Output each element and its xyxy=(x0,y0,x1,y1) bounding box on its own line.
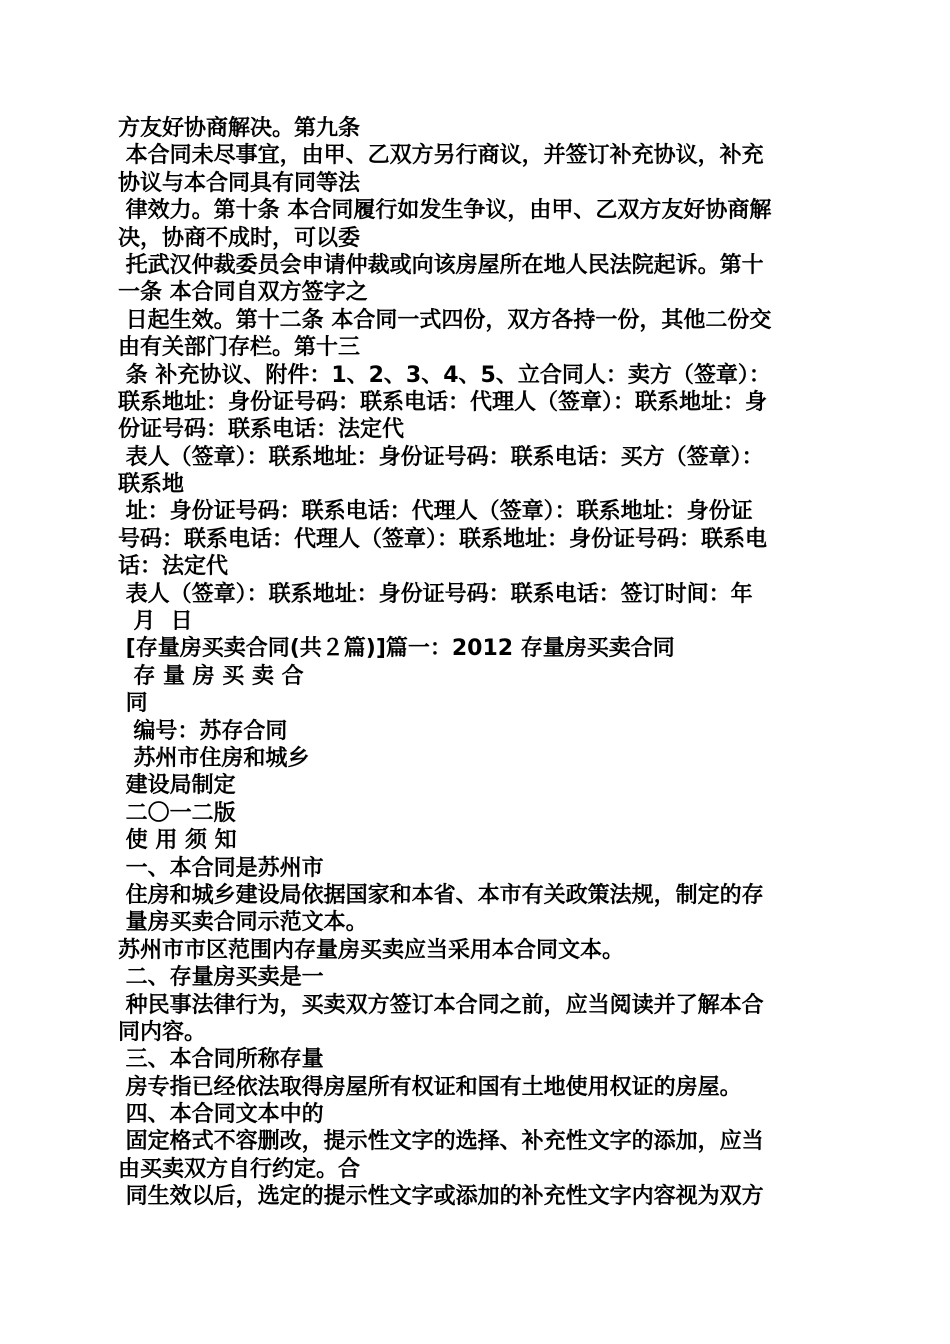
text-line: 四、本合同文本中的 xyxy=(118,1102,324,1128)
text-line: 住房和城乡建设局依据国家和本省、本市有关政策法规，制定的存 xyxy=(118,882,764,908)
text-line: 条 补充协议、附件：1、2、3、4、5、立合同人：卖方（签章）： xyxy=(118,362,771,388)
issuer-line: 苏州市住房和城乡 xyxy=(118,745,310,771)
text-line: 月 日 xyxy=(118,609,193,635)
issuer-line: 建设局制定 xyxy=(118,773,236,799)
text-line: 本合同未尽事宜，由甲、乙双方另行商议，并签订补充协议，补充 xyxy=(118,143,764,169)
text-line: 由买卖双方自行约定。合 xyxy=(118,1156,361,1182)
text-line: 表人（签章）：联系地址：身份证号码：联系电话：买方（签章）： xyxy=(118,444,764,470)
text-line: 址：身份证号码：联系电话：代理人（签章）：联系地址：身份证 xyxy=(118,499,753,525)
text-line: 号码：联系电话：代理人（签章）：联系地址：身份证号码：联系电 xyxy=(118,526,768,552)
text-line: 同生效以后，选定的提示性文字或添加的补充性文字内容视为双方 xyxy=(118,1184,764,1210)
text-line: 房专指已经依法取得房屋所有权证和国有土地使用权证的房屋。 xyxy=(118,1074,742,1100)
text-line: 二、存量房买卖是一 xyxy=(118,965,324,991)
contract-title-line: 同 xyxy=(118,691,148,717)
text-line: 一条 本合同自双方签字之 xyxy=(118,280,368,306)
text-line: 联系地址：身份证号码：联系电话：代理人（签章）：联系地址：身 xyxy=(118,389,768,415)
text-line: 量房买卖合同示范文本。 xyxy=(118,910,368,936)
text-line: 苏州市市区范围内存量房买卖应当采用本合同文本。 xyxy=(118,937,625,963)
text-line: 种民事法律行为，买卖双方签订本合同之前，应当阅读并了解本合 xyxy=(118,992,764,1018)
text-line: 托武汉仲裁委员会申请仲裁或向该房屋所在地人民法院起诉。第十 xyxy=(118,252,764,278)
text-line: 方友好协商解决。第九条 xyxy=(118,116,361,141)
text-line: 决，协商不成时，可以委 xyxy=(118,225,361,251)
text-line: 表人（签章）：联系地址：身份证号码：联系电话：签订时间：年 xyxy=(118,581,753,607)
contract-title-line: 存 量 房 买 卖 合 xyxy=(118,663,304,689)
text-line: 固定格式不容删改，提示性文字的选择、补充性文字的添加，应当 xyxy=(118,1129,764,1155)
text-line: 联系地 xyxy=(118,472,185,498)
section-title: [存量房买卖合同(共２篇)]篇一：2012 存量房买卖合同 xyxy=(118,636,675,662)
text-line: 三、本合同所称存量 xyxy=(118,1047,324,1073)
text-line: 由有关部门存栏。第十三 xyxy=(118,335,361,361)
text-line: 协议与本合同具有同等法 xyxy=(118,170,361,196)
text-line: 律效力。第十条 本合同履行如发生争议，由甲、乙双方友好协商解 xyxy=(118,198,772,224)
usage-notice-heading: 使 用 须 知 xyxy=(118,828,237,854)
text-line: 日起生效。第十二条 本合同一式四份，双方各持一份，其他二份交 xyxy=(118,307,772,333)
edition-line: 二〇一二版 xyxy=(118,800,236,826)
text-line: 同内容。 xyxy=(118,1019,207,1045)
text-line: 份证号码：联系电话：法定代 xyxy=(118,417,405,443)
text-line: 话：法定代 xyxy=(118,554,229,580)
contract-number: 编号：苏存合同 xyxy=(118,718,288,744)
document-body xyxy=(118,115,833,1211)
text-line: 一、本合同是苏州市 xyxy=(118,855,324,881)
